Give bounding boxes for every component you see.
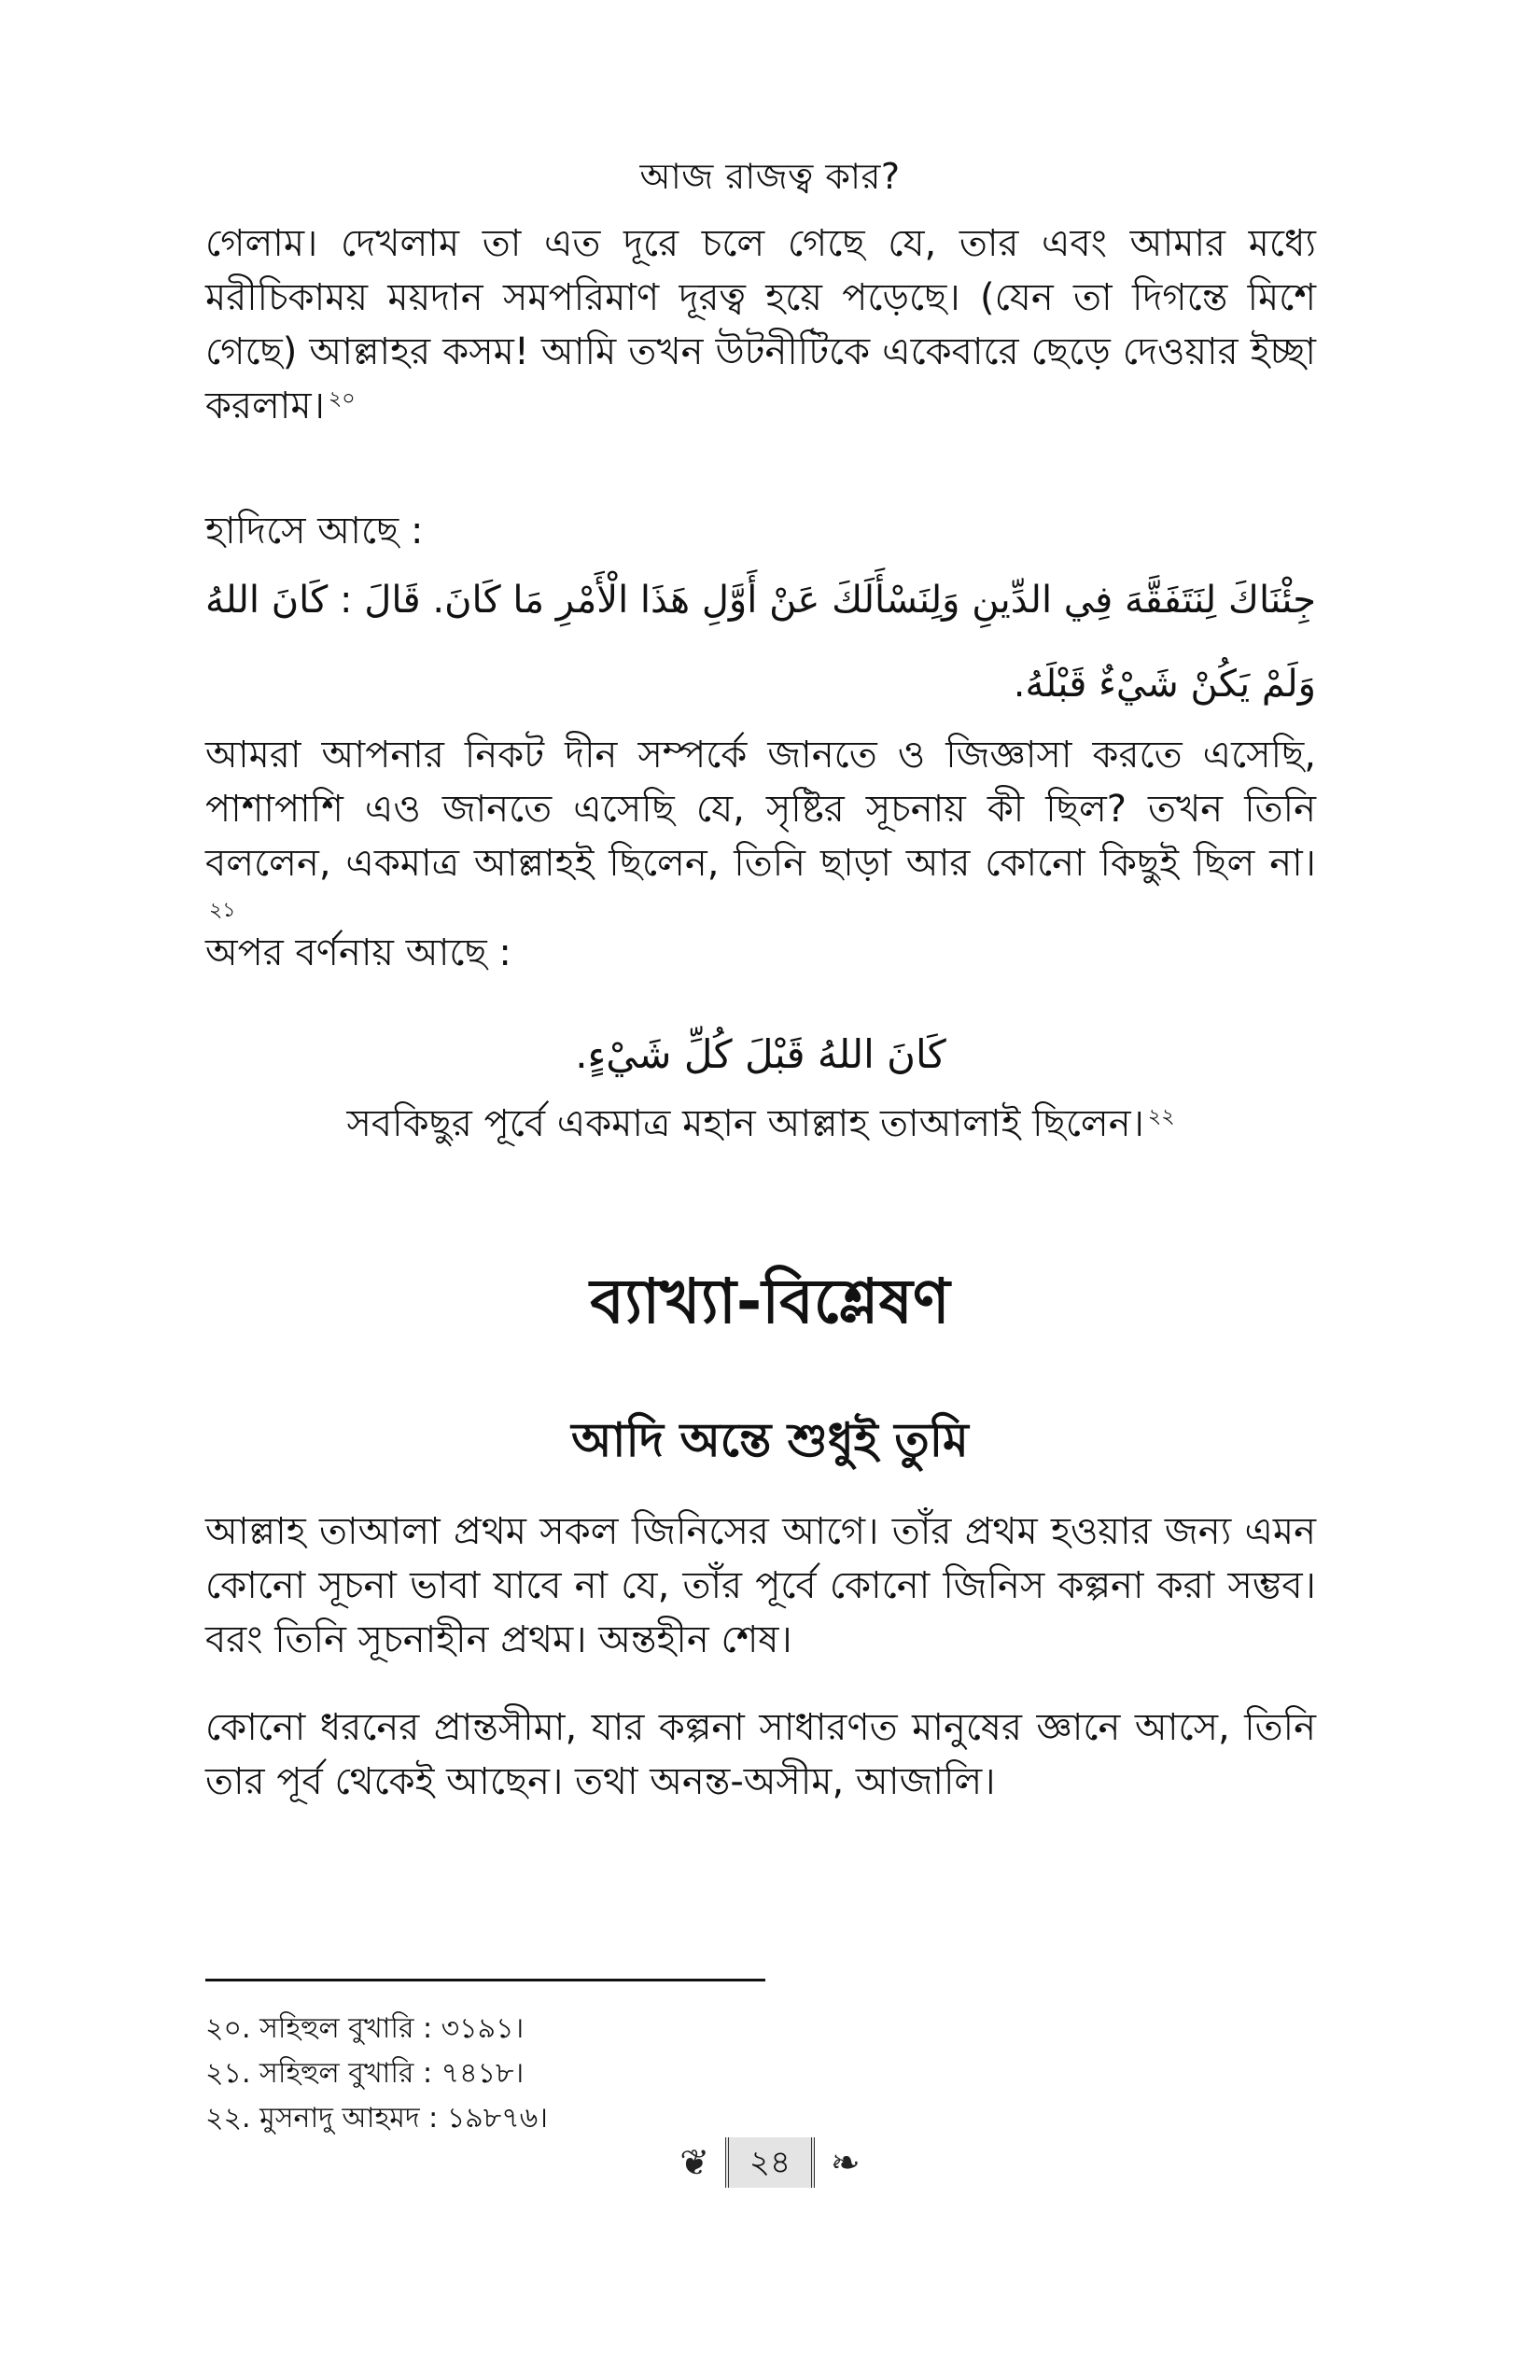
footnote-ref[interactable]: ২১	[209, 898, 236, 922]
paragraph-continuation	[205, 217, 1316, 433]
body-paragraph-2: কোনো ধরনের প্রান্তসীমা, যার কল্পনা সাধারণত মানুষের জ্ঞানে আসে, তিনি তার পূর্ব থেকেই আছেন। তথা অনন্ত-অসীম, আজালি।	[205, 1706, 1316, 1803]
paragraph-text: আমরা আপনার নিকট দীন সম্পর্কে জানতে ও জিজ্ঞাসা করতে এসেছি, পাশাপাশি এও জানতে এসেছি যে, সৃষ্টির সূচনায় কী ছিল? তখন তিনি বললেন, একমাত্র আল্লাহই ছিলেন, তিনি ছাড়া আর কোনো কিছুই ছিল না।	[205, 734, 1316, 885]
body-paragraph-1: আল্লাহ তাআলা প্রথম সকল জিনিসের আগে। তাঁর প্রথম হওয়ার জন্য এমন কোনো সূচনা ভাবা যাবে না যে, তাঁর পূর্বে কোনো জিনিস কল্পনা করা সম্ভব। বরং তিনি সূচনাহীন প্রথম। অন্তহীন শেষ।	[205, 1510, 1316, 1661]
translation-text: সবকিছুর পূর্বে একমাত্র মহান আল্লাহ তাআলাই ছিলেন।	[346, 1102, 1144, 1145]
arabic-narration-text: كَانَ اللهُ قَبْلَ كُلِّ شَيْءٍ.	[575, 1031, 946, 1077]
footnote-item: ২০. সহিহুল বুখারি : ৩১৯১।	[205, 2012, 525, 2045]
page-folio	[0, 2137, 1540, 2188]
right-ornament-icon: ❧	[830, 2142, 861, 2183]
arabic-hadith-text: جِئْنَاكَ لِنَتَفَقَّهَ فِي الدِّينِ وَلِنَسْأَلَكَ عَنْ أَوَّلِ هَذَا الْأَمْرِ مَا كَانَ. قَالَ : كَانَ اللهُ وَلَمْ يَكُنْ شَيْءٌ قَبْلَهُ.	[205, 579, 1316, 706]
footnote-ref[interactable]: ২২	[1147, 1104, 1175, 1128]
footnote-item: ২১. সহিহুল বুখারি : ৭৪১৮।	[205, 2057, 525, 2090]
paragraph-text: গেলাম। দেখলাম তা এত দূরে চলে গেছে যে, তার এবং আমার মধ্যে মরীচিকাময় ময়দান সমপরিমাণ দূরত্ব হয়ে পড়েছে। (যেন তা দিগন্তে মিশে গেছে) আল্লাহর কসম! আমি তখন উটনীটিকে একেবারে ছেড়ে দেওয়ার ইচ্ছা করলাম।	[205, 222, 1316, 427]
footnote-item: ২২. মুসনাদু আহমদ : ১৯৮৭৬।	[205, 2102, 548, 2135]
footnote-ref[interactable]: ২০	[328, 386, 356, 411]
hadith-intro: হাদিসে আছে :	[205, 510, 424, 553]
running-head: আজ রাজত্ব কার?	[639, 156, 901, 197]
footnote-divider	[205, 1979, 765, 1981]
section-title: ব্যাখ্যা-বিশ্লেষণ	[590, 1266, 950, 1337]
left-ornament-icon: ❦	[679, 2142, 710, 2183]
footnotes	[205, 2007, 1316, 2141]
other-narration-intro: অপর বর্ণনায় আছে :	[205, 931, 511, 974]
page-number: ২৪	[725, 2137, 815, 2188]
section-subtitle: আদি অন্তে শুধুই তুমি	[571, 1413, 969, 1467]
hadith-translation	[205, 728, 1316, 945]
narration-translation	[205, 1097, 1316, 1151]
